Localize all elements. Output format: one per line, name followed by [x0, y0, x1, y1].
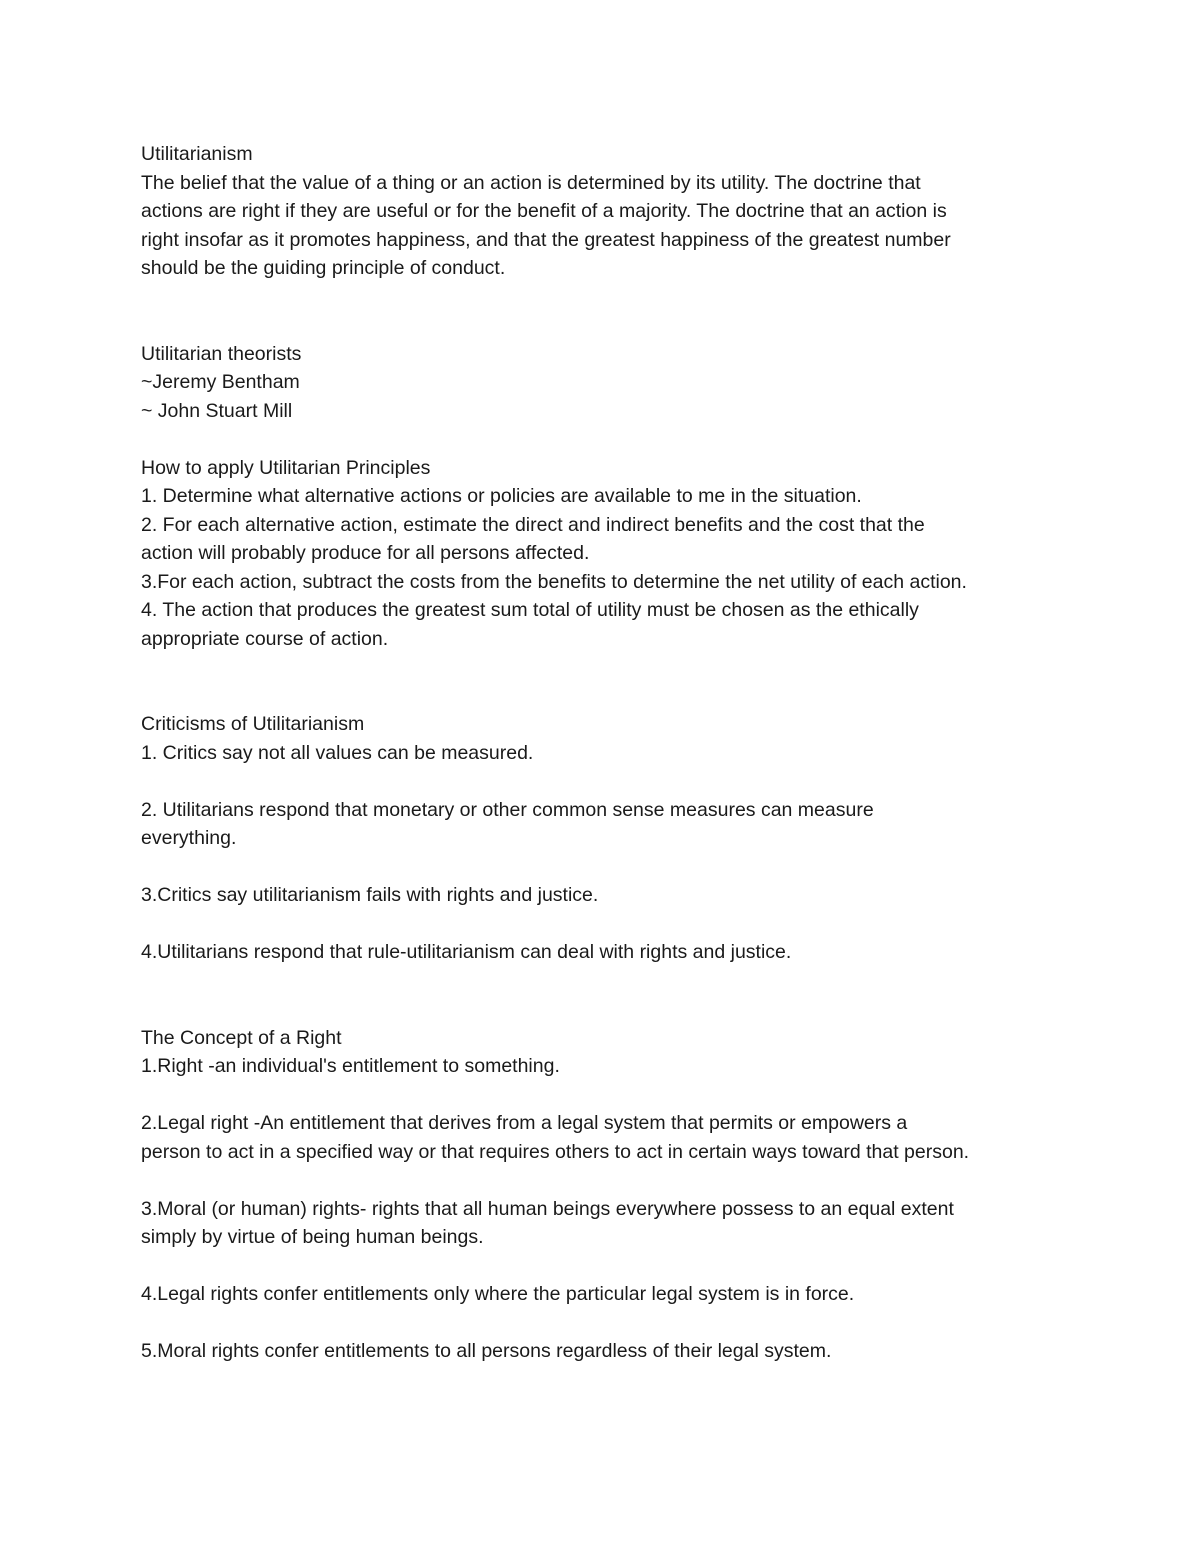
list-item: person to act in a specified way or that requires others to act in certain ways toward that person.	[141, 1140, 970, 1163]
spacer	[141, 1081, 1071, 1110]
list-item: ~Jeremy Bentham	[141, 371, 300, 393]
list-item: 3.Moral (or human) rights- rights that all human beings everywhere possess to an equal extent	[141, 1197, 954, 1220]
list-item: 2.Legal right -An entitlement that derives from a legal system that permits or empowers a	[141, 1112, 908, 1134]
list-item: everything.	[141, 827, 237, 849]
list-item: appropriate course of action.	[141, 627, 389, 650]
section-theorists	[141, 340, 1071, 426]
section-apply	[141, 454, 1071, 654]
spacer	[141, 853, 1071, 882]
list-item: action will probably produce for all persons affected.	[141, 542, 590, 564]
section-right	[141, 1024, 1071, 1366]
list-item: 2. Utilitarians respond that monetary or other common sense measures can measure	[141, 798, 874, 821]
list-item: 3.Critics say utilitarianism fails with rights and justice.	[141, 884, 599, 906]
list-item: 1.Right -an individual's entitlement to something.	[141, 1055, 560, 1077]
spacer	[141, 653, 1071, 710]
list-item: 4.Legal rights confer entitlements only where the particular legal system is in force.	[141, 1283, 855, 1305]
list-item: 1. Critics say not all values can be measured.	[141, 741, 534, 764]
section-title: Criticisms of Utilitarianism	[141, 713, 365, 735]
spacer	[141, 425, 1071, 454]
paragraph-line: should be the guiding principle of conduct.	[141, 257, 506, 279]
section-title: The Concept of a Right	[141, 1026, 342, 1049]
list-item: 4.Utilitarians respond that rule-utilitarianism can deal with rights and justice.	[141, 941, 792, 963]
spacer	[141, 967, 1071, 1024]
list-item: 2. For each alternative action, estimate the direct and indirect benefits and the cost that the	[141, 513, 925, 536]
list-item: simply by virtue of being human beings.	[141, 1226, 484, 1248]
section-utilitarianism	[141, 140, 1071, 283]
spacer	[141, 1309, 1071, 1338]
section-title: How to apply Utilitarian Principles	[141, 456, 431, 479]
document-page	[141, 140, 1071, 1366]
list-item: 3.For each action, subtract the costs from the benefits to determine the net utility of each action.	[141, 570, 967, 593]
paragraph-line: right insofar as it promotes happiness, and that the greatest happiness of the greatest number	[141, 228, 951, 251]
spacer	[141, 767, 1071, 796]
section-title: Utilitarianism	[141, 143, 253, 165]
section-criticisms	[141, 710, 1071, 967]
paragraph-line: actions are right if they are useful or for the benefit of a majority. The doctrine that an action is	[141, 200, 947, 222]
list-item: 4. The action that produces the greatest sum total of utility must be chosen as the ethically	[141, 599, 919, 621]
list-item: ~ John Stuart Mill	[141, 399, 293, 422]
spacer	[141, 283, 1071, 340]
list-item: 1. Determine what alternative actions or policies are available to me in the situation.	[141, 485, 862, 507]
section-title: Utilitarian theorists	[141, 342, 302, 365]
spacer	[141, 1166, 1071, 1195]
list-item: 5.Moral rights confer entitlements to all persons regardless of their legal system.	[141, 1340, 832, 1362]
spacer	[141, 1252, 1071, 1281]
paragraph-line: The belief that the value of a thing or an action is determined by its utility. The doctrine that	[141, 171, 921, 194]
spacer	[141, 910, 1071, 939]
